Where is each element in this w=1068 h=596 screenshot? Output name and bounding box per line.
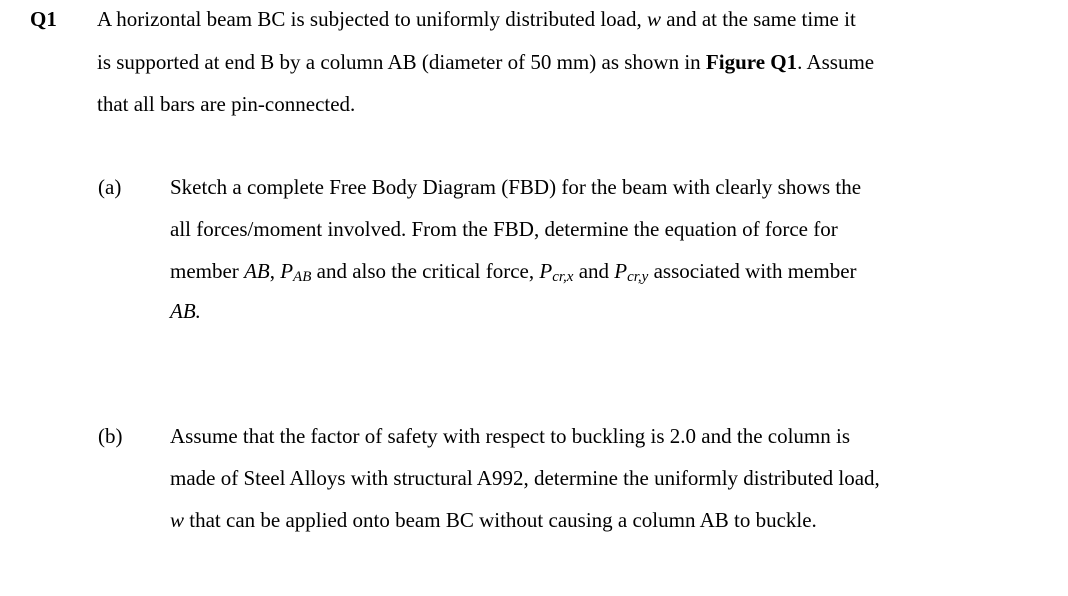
part-b-line-1: Assume that the factor of safety with respect to buckling is 2.0 and the column is bbox=[170, 424, 851, 448]
part-a-line-1: Sketch a complete Free Body Diagram (FBD) for the beam with clearly shows the bbox=[170, 175, 862, 199]
intro-line-1 bbox=[97, 7, 856, 32]
symbol-p-ab bbox=[280, 259, 311, 283]
symbol-w: w bbox=[170, 508, 185, 532]
intro-text: . Assume bbox=[797, 50, 875, 74]
intro-line-3: that all bars are pin-connected. bbox=[97, 92, 356, 116]
part-a-line-2: all forces/moment involved. From the FBD, determine the equation of force for bbox=[170, 217, 838, 241]
symbol-p-cry bbox=[614, 259, 648, 283]
member-ab: AB. bbox=[170, 299, 201, 323]
part-a-text: member bbox=[170, 259, 245, 283]
figure-reference: Figure Q1 bbox=[705, 50, 798, 74]
part-a-text: , bbox=[269, 259, 281, 283]
intro-text: and at the same time it bbox=[661, 7, 856, 31]
part-a-label: (a) bbox=[98, 175, 122, 199]
subscript-crx: cr,x bbox=[552, 269, 574, 285]
part-b-label: (b) bbox=[98, 424, 123, 448]
part-a-line-4 bbox=[170, 299, 201, 324]
part-a-text: and bbox=[573, 259, 615, 283]
part-a-line-3 bbox=[170, 259, 857, 286]
part-a-text: associated with member bbox=[648, 259, 857, 283]
symbol-p: P bbox=[280, 259, 294, 283]
part-a-text: and also the critical force, bbox=[311, 259, 540, 283]
question-number: Q1 bbox=[30, 7, 57, 31]
intro-line-2 bbox=[97, 50, 874, 75]
symbol-p: P bbox=[614, 259, 628, 283]
intro-text: A horizontal beam BC is subjected to uniformly distributed load, bbox=[97, 7, 647, 31]
part-b-line-2: made of Steel Alloys with structural A992, determine the uniformly distributed load, bbox=[170, 466, 880, 490]
member-ab: AB bbox=[244, 259, 270, 283]
part-b-line-3 bbox=[170, 508, 817, 533]
subscript-ab: AB bbox=[293, 269, 312, 285]
part-b-text: that can be applied onto beam BC without causing a column AB to buckle. bbox=[184, 508, 817, 532]
symbol-p: P bbox=[539, 259, 553, 283]
symbol-p-crx bbox=[539, 259, 573, 283]
intro-text: is supported at end B by a column AB (diameter of 50 mm) as shown in bbox=[97, 50, 706, 74]
symbol-w: w bbox=[647, 7, 662, 31]
subscript-cry: cr,y bbox=[627, 269, 649, 285]
